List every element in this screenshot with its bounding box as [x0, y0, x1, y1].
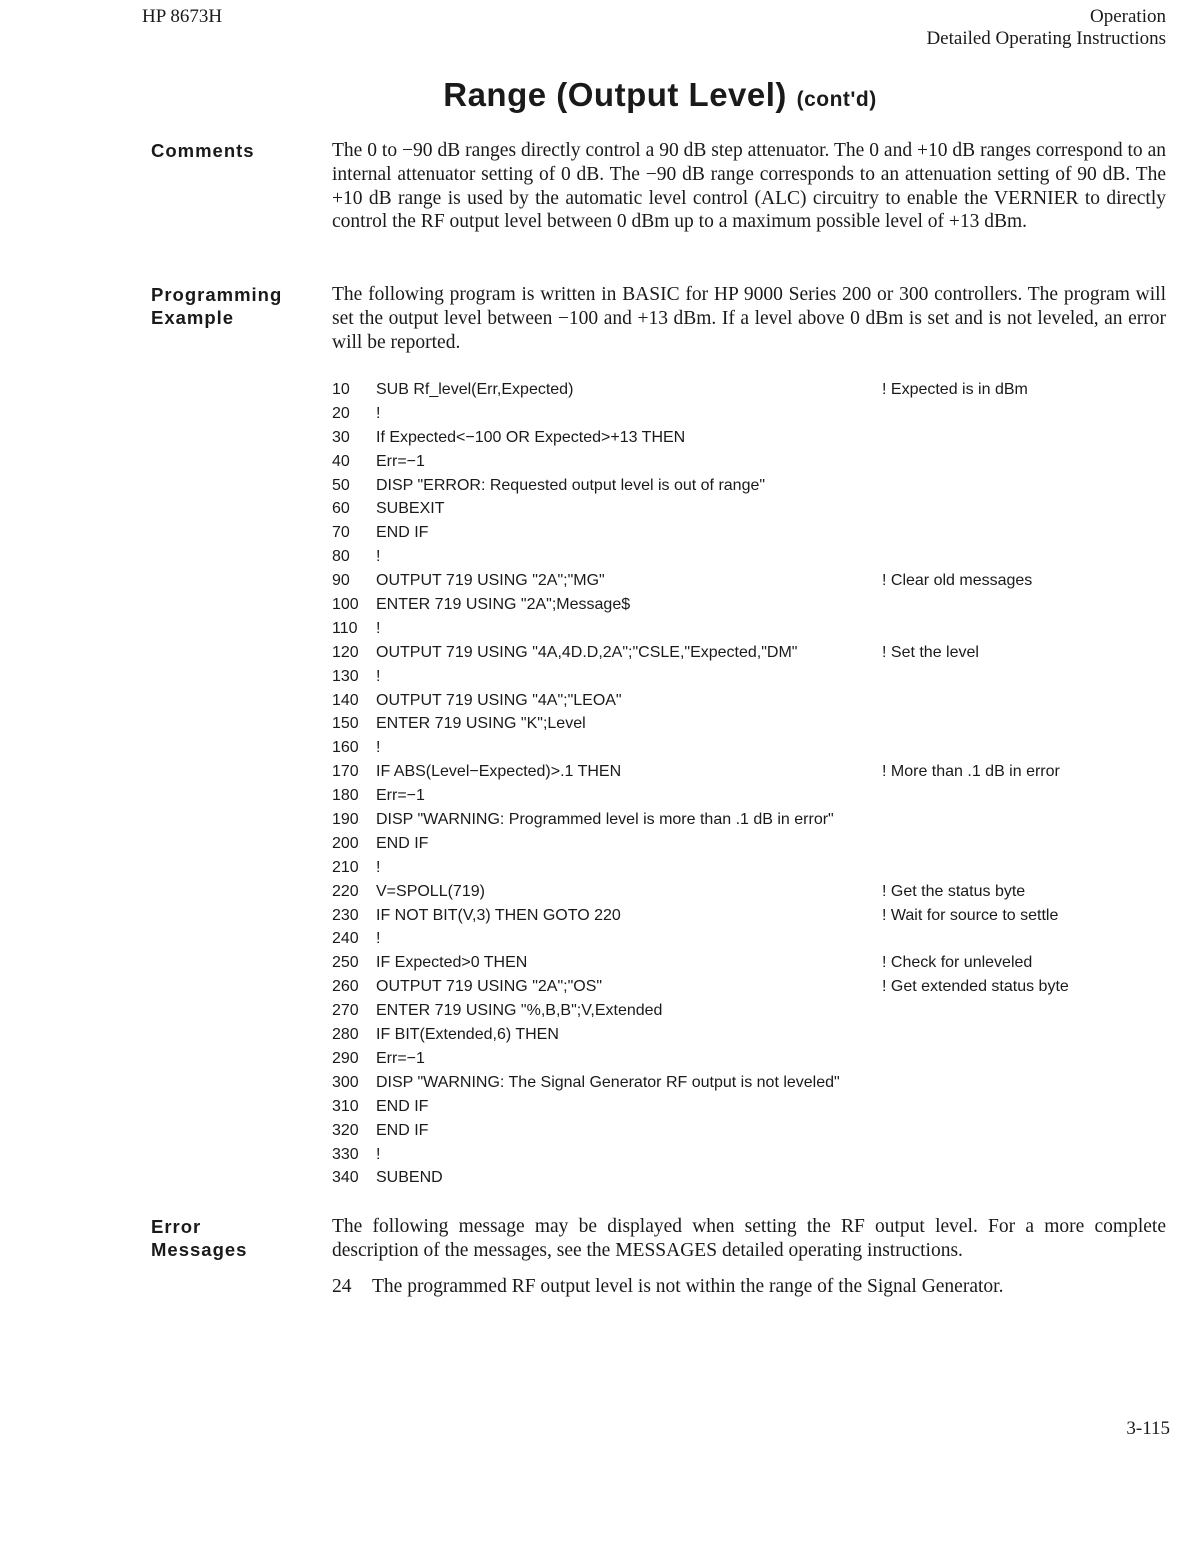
code-line-text: Err=−1 — [376, 787, 425, 805]
code-line-text: ENTER 719 USING "2A";Message$ — [376, 596, 631, 614]
code-line-number: 170 — [332, 763, 359, 781]
code-line — [332, 999, 1132, 1023]
code-line-number: 320 — [332, 1121, 359, 1139]
code-line-number: 90 — [332, 572, 350, 590]
code-line — [332, 760, 1132, 784]
code-line-text: Err=−1 — [376, 1049, 425, 1067]
code-line-text: END IF — [376, 834, 429, 852]
code-line — [332, 1095, 1132, 1119]
page-title-suffix: (cont'd) — [796, 88, 877, 111]
code-line — [332, 856, 1132, 880]
code-line-number: 300 — [332, 1073, 359, 1091]
header-model: HP 8673H — [142, 6, 223, 27]
code-line-text: ! — [376, 930, 381, 948]
code-line-text: IF Expected>0 THEN — [376, 954, 528, 972]
code-line-text: V=SPOLL(719) — [376, 882, 485, 900]
programming-example-paragraph: The following program is written in BASIC for HP 9000 Series 200 or 300 controllers. The program will set the output level between −100 and +13 dBm. If a level above 0 dBm is set and is not leveled, an error will be reported. — [332, 284, 1166, 353]
code-line — [332, 426, 1132, 450]
code-line-text: DISP "ERROR: Requested output level is out of range" — [376, 476, 766, 494]
code-line — [332, 474, 1132, 498]
code-line — [332, 975, 1132, 999]
comments-paragraph: The 0 to −90 dB ranges directly control a 90 dB step attenuator. The 0 and +10 dB ranges correspond to an internal attenuator setting of 0 dB. The −90 dB range corresponds to an attenuation setting of 90 dB. The +10 dB range is used by the automatic level control (ALC) circuitry to enable the VERNIER to directly control the RF output level between 0 dBm up to a maximum possible level of +13 dBm. — [332, 140, 1166, 233]
code-line-number: 110 — [332, 619, 358, 637]
page-title — [0, 76, 1200, 114]
code-line-comment: ! Wait for source to settle — [882, 906, 1059, 924]
code-line-comment: ! Check for unleveled — [882, 954, 1033, 972]
code-line-comment: ! More than .1 dB in error — [882, 763, 1060, 781]
code-line-text: OUTPUT 719 USING "2A";"MG" — [376, 572, 605, 590]
code-line-text: DISP "WARNING: The Signal Generator RF output is not leveled" — [376, 1073, 840, 1091]
code-line-number: 60 — [332, 500, 350, 518]
error-messages-paragraph: The following message may be displayed when setting the RF output level. For a more complete description of the messages, see the MESSAGES detailed operating instructions. — [332, 1216, 1166, 1261]
code-line-comment: ! Get extended status byte — [882, 978, 1069, 996]
code-line — [332, 641, 1132, 665]
code-line-text: ! — [376, 1145, 381, 1163]
code-line-comment: ! Set the level — [882, 643, 979, 661]
code-line — [332, 1047, 1132, 1071]
code-line — [332, 808, 1132, 832]
code-line — [332, 904, 1132, 928]
code-line-text: If Expected<−100 OR Expected>+13 THEN — [376, 428, 686, 446]
code-line — [332, 497, 1132, 521]
code-line-text: SUBEND — [376, 1169, 443, 1187]
code-line-text: ! — [376, 619, 381, 637]
error-messages-label: Error Messages — [151, 1216, 248, 1260]
code-line-number: 50 — [332, 476, 350, 494]
code-line-number: 140 — [332, 691, 359, 709]
code-line — [332, 1071, 1132, 1095]
code-line — [332, 1119, 1132, 1143]
code-line — [332, 880, 1132, 904]
code-line-number: 240 — [332, 930, 359, 948]
code-line-text: IF BIT(Extended,6) THEN — [376, 1026, 559, 1044]
code-line-text: ! — [376, 858, 381, 876]
error-message-text: The programmed RF output level is not within the range of the Signal Generator. — [372, 1276, 1004, 1297]
code-line — [332, 569, 1132, 593]
code-line — [332, 1023, 1132, 1047]
code-line-text: IF ABS(Level−Expected)>.1 THEN — [376, 763, 622, 781]
code-line-number: 220 — [332, 882, 359, 900]
page-title-main: Range (Output Level) — [443, 76, 787, 113]
code-line-number: 130 — [332, 667, 359, 685]
code-line — [332, 521, 1132, 545]
code-line — [332, 593, 1132, 617]
code-line-number: 80 — [332, 548, 350, 566]
header-section-subtitle: Detailed Operating Instructions — [926, 28, 1166, 49]
code-line-number: 230 — [332, 906, 359, 924]
code-line — [332, 736, 1132, 760]
code-line — [332, 450, 1132, 474]
code-line-text: ! — [376, 739, 381, 757]
code-line — [332, 712, 1132, 736]
code-line — [332, 832, 1132, 856]
code-line-number: 280 — [332, 1026, 359, 1044]
code-line-text: ! — [376, 404, 381, 422]
error-message-number: 24 — [332, 1276, 352, 1297]
code-line — [332, 689, 1132, 713]
code-line-text: Err=−1 — [376, 452, 425, 470]
code-line-text: OUTPUT 719 USING "2A";"OS" — [376, 978, 603, 996]
code-line-text: ENTER 719 USING "%,B,B";V,Extended — [376, 1002, 663, 1020]
code-line-number: 150 — [332, 715, 359, 733]
code-line-number: 100 — [332, 596, 359, 614]
code-line-text: OUTPUT 719 USING "4A,4D.D,2A";"CSLE,"Expected,"DM" — [376, 643, 798, 661]
code-line-number: 310 — [332, 1097, 359, 1115]
code-line — [332, 545, 1132, 569]
page-number: 3-115 — [1126, 1418, 1170, 1439]
header-section-title: Operation — [1090, 6, 1166, 27]
code-line-number: 330 — [332, 1145, 359, 1163]
code-line-number: 160 — [332, 739, 359, 757]
code-line — [332, 402, 1132, 426]
code-line-number: 10 — [332, 381, 350, 398]
code-line-number: 270 — [332, 1002, 359, 1020]
code-line-text: END IF — [376, 1121, 429, 1139]
code-line-text: END IF — [376, 524, 429, 542]
code-line — [332, 784, 1132, 808]
code-line — [332, 378, 1132, 402]
code-line-text: SUBEXIT — [376, 500, 445, 518]
code-line — [332, 1143, 1132, 1167]
code-line-number: 190 — [332, 811, 359, 829]
code-line-number: 180 — [332, 787, 359, 805]
code-line-comment: ! Expected is in dBm — [882, 381, 1028, 398]
code-line-text: OUTPUT 719 USING "4A";"LEOA" — [376, 691, 622, 709]
code-line-text: ! — [376, 667, 381, 685]
code-line-number: 260 — [332, 978, 359, 996]
code-line-number: 70 — [332, 524, 350, 542]
code-line-text: SUB Rf_level(Err,Expected) — [376, 381, 574, 398]
code-line-number: 120 — [332, 643, 359, 661]
code-line-comment: ! Clear old messages — [882, 572, 1033, 590]
code-listing — [332, 378, 1132, 1190]
code-line-number: 40 — [332, 452, 350, 470]
code-line-text: DISP "WARNING: Programmed level is more than .1 dB in error" — [376, 811, 834, 829]
code-line — [332, 665, 1132, 689]
code-line-number: 30 — [332, 428, 350, 446]
code-line — [332, 951, 1132, 975]
code-line-text: ! — [376, 548, 381, 566]
code-line-text: ENTER 719 USING "K";Level — [376, 715, 586, 733]
code-line-number: 340 — [332, 1169, 359, 1187]
code-line-text: END IF — [376, 1097, 429, 1115]
code-line — [332, 1166, 1132, 1190]
code-line-number: 20 — [332, 404, 350, 422]
code-line-number: 250 — [332, 954, 359, 972]
programming-example-label: Programming Example — [151, 284, 283, 328]
code-line-number: 210 — [332, 858, 359, 876]
code-line — [332, 617, 1132, 641]
comments-label: Comments — [151, 140, 255, 161]
code-line-number: 200 — [332, 834, 359, 852]
code-line-number: 290 — [332, 1049, 359, 1067]
code-line — [332, 927, 1132, 951]
header-section — [926, 6, 1166, 50]
error-message-item — [332, 1275, 1003, 1299]
code-line-text: IF NOT BIT(V,3) THEN GOTO 220 — [376, 906, 621, 924]
code-line-comment: ! Get the status byte — [882, 882, 1026, 900]
